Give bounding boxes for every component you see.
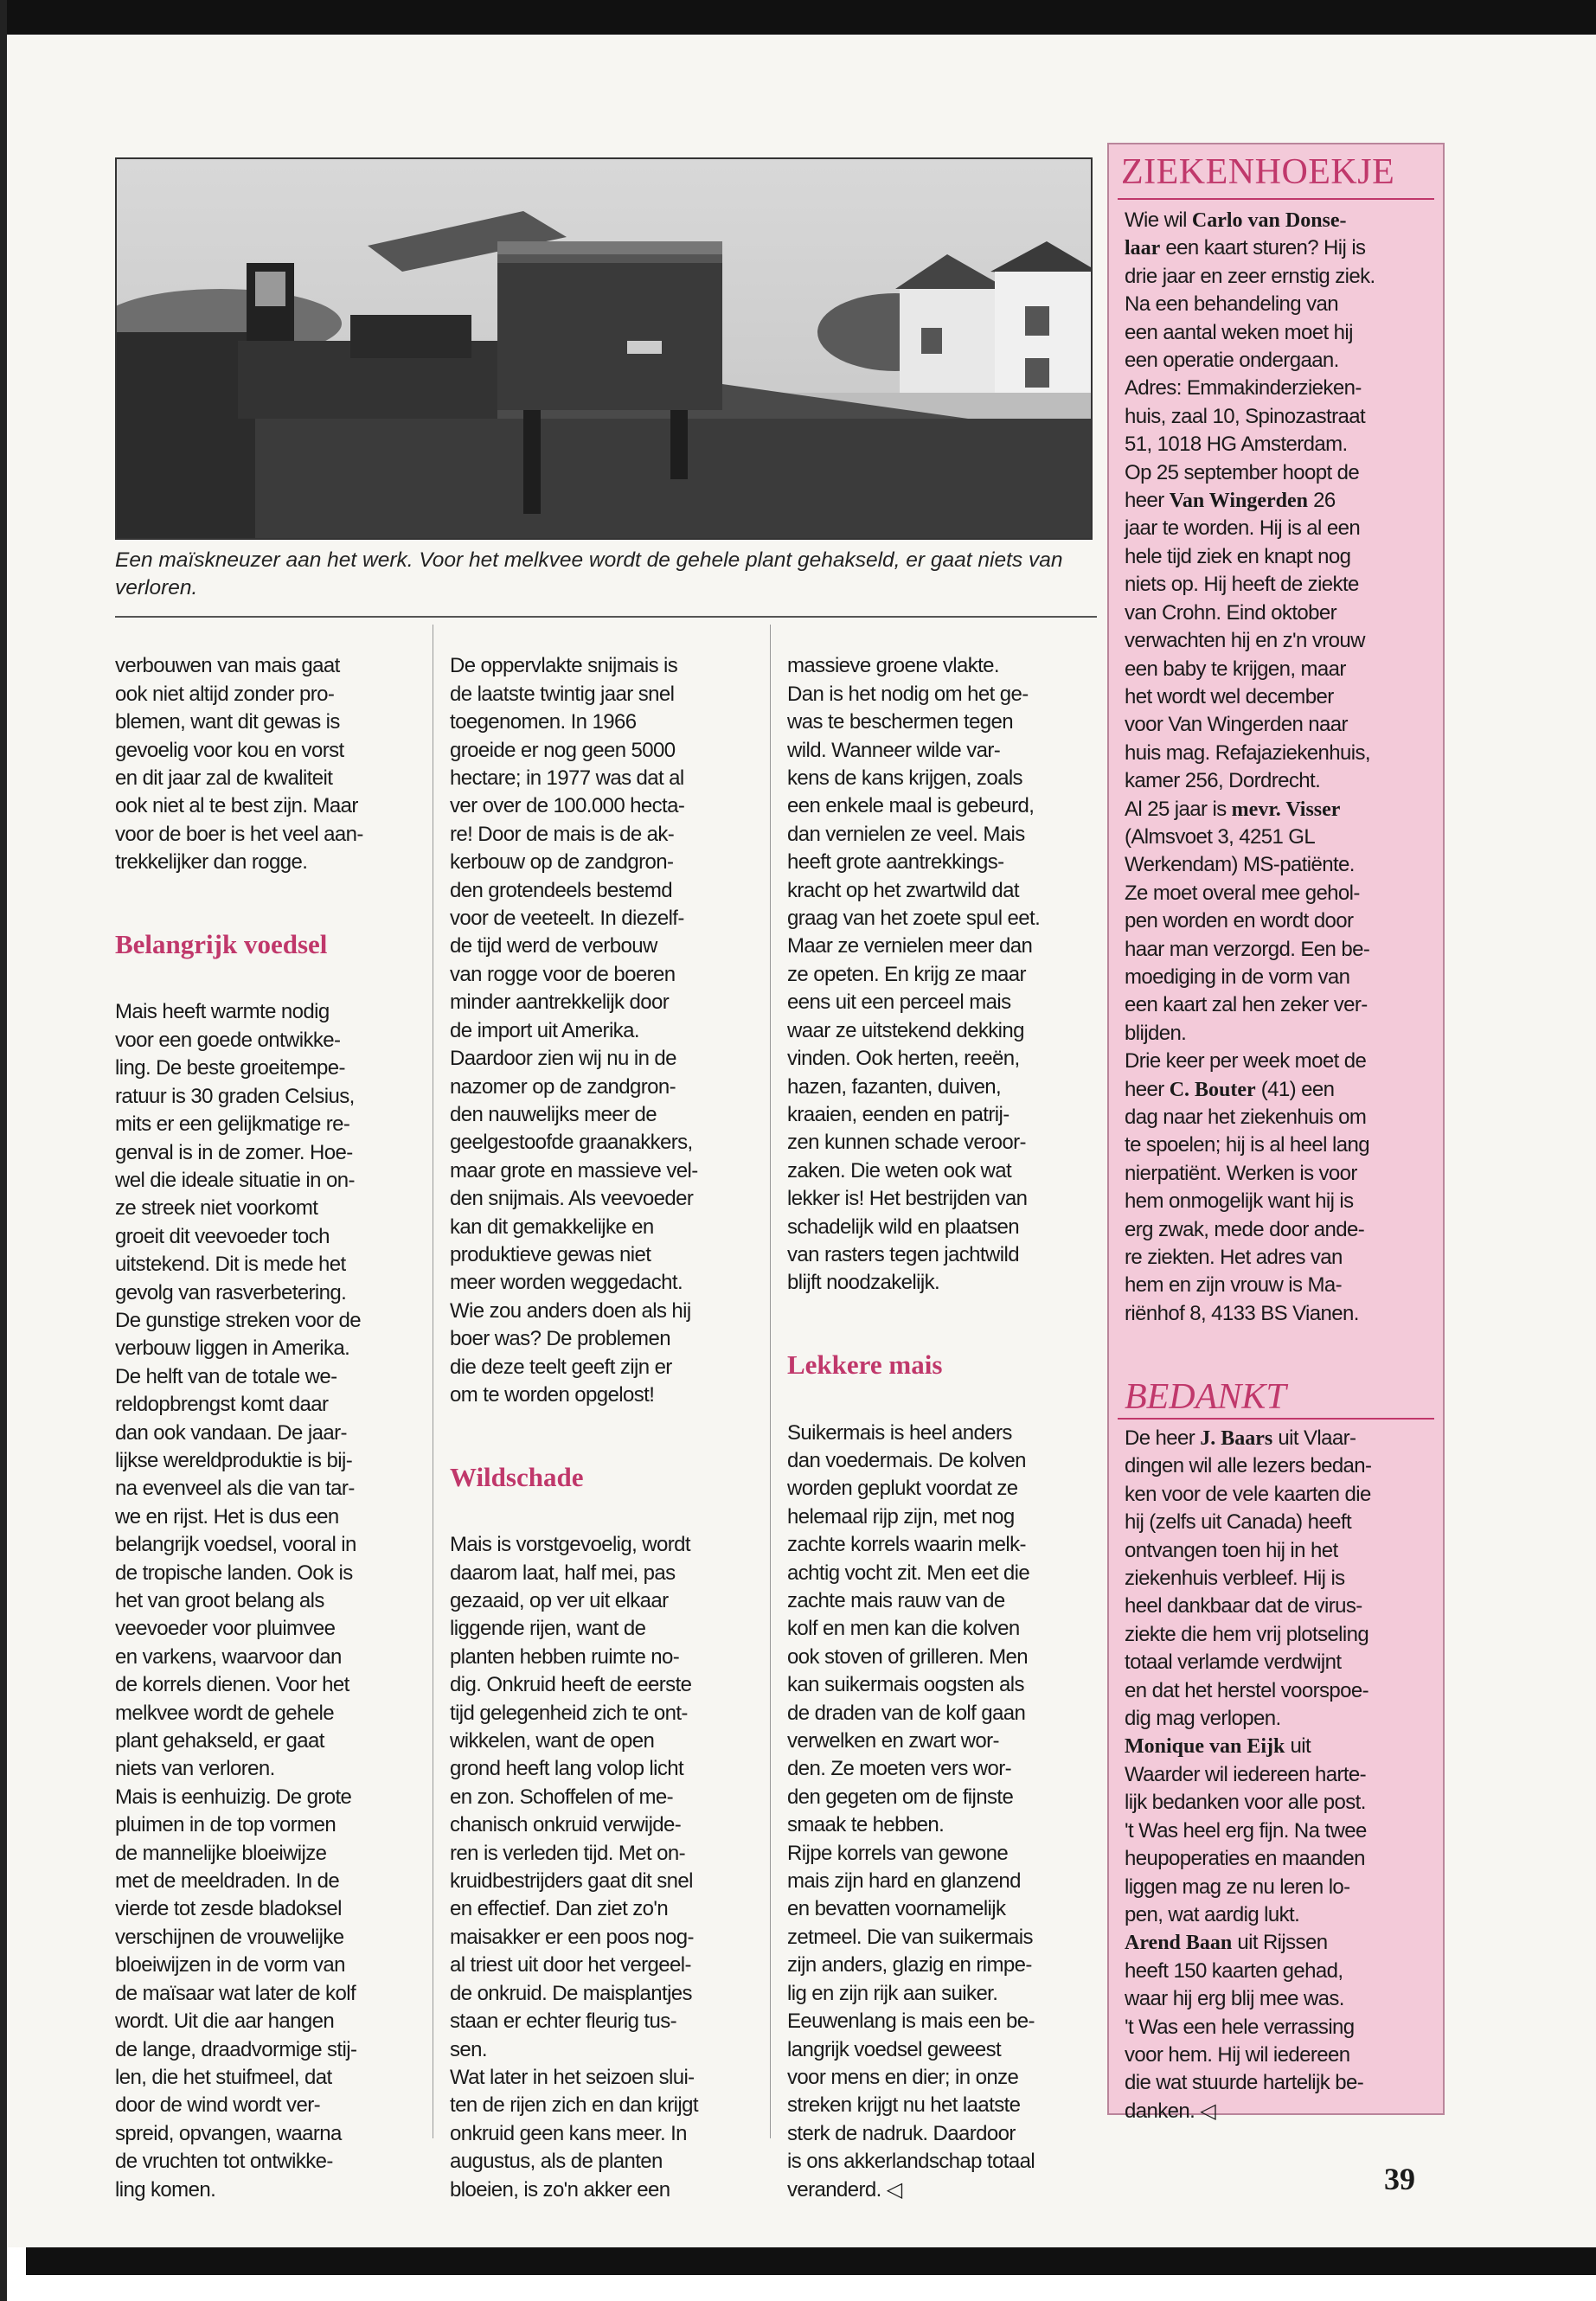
article-column-2 <box>450 625 753 2232</box>
photo-caption: Een maïskneuzer aan het werk. Voor het melkvee wordt de gehele plant gehakseld, er gaat niets van verloren. <box>115 548 1063 599</box>
sidebar-text: uit Rijssen heeft 150 kaarten gehad, waar hij erg blij mee was. 't Was een hele verrassing voor hem. Hij wil iedereen die wat stuurde hartelijk be- danken. ◁ <box>1125 1931 1364 2123</box>
person-name: Monique van Eijk <box>1125 1735 1285 1759</box>
sidebar-text: uit Vlaar- dingen wil alle lezers bedan- ken voor de vele kaarten die hij (zelfs uit Canada) heeft ontvangen toen hij in het ziekenhuis verbleef. Hij is heel dankbaar dat de virus- ziekte die hem vrij plotseling totaal verlamde verdwijnt en dat het herstel voorspoe- dig mag verlopen. <box>1125 1426 1372 1731</box>
section-heading-belangrijk-voedsel: Belangrijk voedsel <box>115 929 328 960</box>
section-heading-wildschade: Wildschade <box>450 1461 584 1492</box>
article-column-1 <box>115 625 418 2232</box>
sidebar-text: een kaart sturen? Hij is drie jaar en zeer ernstig ziek. Na een behandeling van een aantal weken moet hij een operatie ondergaan. Adres: Emmakinderzieken- huis, zaal 10, Spinozastraat 51, 1018 HG Amsterdam. Op 25 september hoopt de heer <box>1125 236 1375 513</box>
sidebar-title: ZIEKENHOEKJE <box>1121 152 1395 192</box>
paragraph: De oppervlakte snijmais is de laatste twintig jaar snel toegenomen. In 1966 groeide er nog geen 5000 hectare; in 1977 was dat al ver over de 100.000 hecta- re! Door de mais is de ak- kerbouw op de zandgron- den grotendeels bestemd voor de veeteelt. In diezelf- de tijd werd de verbouw van rogge voor de boeren minder aantrekkelijk door de import uit Amerika. Daardoor zien wij nu in de nazomer op de zandgron- den nauwelijks meer de geelgestoofde graanakkers, maar grote en massieve vel- den snijmais. Als veevoeder kan dit gemakkelijke en produktieve gewas niet meer worden weggedacht. Wie zou anders doen als hij boer was? De problemen die deze teelt geeft zijn er om te worden opgelost! <box>450 654 698 1407</box>
scan-border-top <box>0 0 1596 35</box>
harvester-illustration <box>117 159 1091 538</box>
sidebar-text: (41) een dag naar het ziekenhuis om te spoelen; hij is al heel lang nierpatiënt. Werken is voor hem onmogelijk want hij is erg zwak, mede door ande- re ziekten. Het adres van hem en zijn vrouw is Ma- riënhof 8, 4133 BS Vianen. <box>1125 1077 1369 1325</box>
bedankt-title: BEDANKT <box>1125 1377 1286 1417</box>
paragraph: Mais heeft warmte nodig voor een goede ontwikke- ling. De beste groeitempe- ratuur is 30 graden Celsius, mits er een gelijkmatige re- genval is in de zomer. Hoe- wel die ideale situatie in on- ze streek niet voorkomt groeit dit veevoeder toch uitstekend. Dit is mede het gevolg van rasverbetering. De gunstige streken voor de verbouw liggen in Amerika. De helft van de totale we- reldopbrengst komt daar dan ook vandaan. De jaar- lijkse wereldproduktie is bij- na evenveel als die van tar- we en rijst. Het is dus een belangrijk voedsel, vooral in de tropische landen. Ook is het van groot belang als veevoeder voor pluimvee en varkens, waarvoor dan de korrels dienen. Voor het melkvee wordt de gehele plant gehakseld, er gaat niets van verloren. Mais is eenhuizig. De grote pluimen in de top vormen de mannelijke bloeiwijze met de meeldraden. In de vierde tot zesde bladoksel verschijnen de vrouwelijke bloeiwijzen in de vorm van de maïsaar wat later de kolf wordt. Uit die aar hangen de lange, draadvormige stij- len, die het stuifmeel, dat door de wind wordt ver- spreid, opvangen, waarna de vruchten tot ontwikke- ling komen. <box>115 1000 361 2202</box>
paragraph: verbouwen van mais gaat ook niet altijd zonder pro- blemen, want dit gewas is gevoelig voor kou en vorst en dit jaar zal de kwaliteit ook niet al te best zijn. Maar voor de boer is het veel aan- trekkelijker dan rogge. <box>115 654 363 875</box>
person-name: C. Bouter <box>1169 1078 1256 1101</box>
person-name: Arend Baan <box>1125 1932 1233 1955</box>
paragraph: Mais is vorstgevoelig, wordt daarom laat, half mei, pas gezaaid, op ver uit elkaar liggende rijen, want de planten hebben ruimte no- dig. Onkruid heeft de eerste tijd gelegenheid zich te ont- wikkelen, want de open grond heeft lang volop licht en zon. Schoffelen of me- chanisch onkruid verwijde- ren is verleden tijd. Met on- kruidbestrijders gaat dit snel en effectief. Dan ziet zo'n maisakker er een poos nog- al triest uit door het vergeel- de onkruid. De maisplantjes staan er echter fleurig tus- sen. Wat later in het seizoen slui- ten de rijen zich en dan krijgt onkruid geen kans meer. In augustus, als de planten bloeien, is zo'n akker een <box>450 1533 698 2202</box>
paragraph: Suikermais is heel anders dan voedermais. De kolven worden geplukt voordat ze helemaal rijp zijn, met nog zachte korrels waarin melk- achtig vocht zit. Men eet die zachte mais rauw van de kolf en men kan die kolven ook stoven of grilleren. Men kan suikermais oogsten als de draden van de kolf gaan verwelken en zwart wor- den. Ze moeten vers wor- den gegeten om de fijnste smaak te hebben. Rijpe korrels van gewone mais zijn hard en glanzend en bevatten voornamelijk zetmeel. Die van suikermais zijn anders, glazig en rimpe- lig en zijn rijk aan suiker. Eeuwenlang is mais een be- langrijk voedsel geweest voor mens en dier; in onze streken krijgt nu het laatste sterk de nadruk. Daardoor is ons akkerlandschap totaal veranderd. ◁ <box>787 1420 1035 2202</box>
scan-border-left <box>0 0 7 2301</box>
paragraph: massieve groene vlakte. Dan is het nodig om het ge- was te beschermen tegen wild. Wanneer wilde var- kens de kans krijgen, zoals een enkele maal is gebeurd, dan vernielen ze veel. Mais heeft grote aantrekkings- kracht op het zwartwild dat graag van het zoete spul eet. Maar ze vernielen meer dan ze opeten. En krijg ze maar eens uit een perceel mais waar ze uitstekend dekking vinden. Ook herten, reeën, hazen, fazanten, duiven, kraaien, eenden en patrij- zen kunnen schade veroor- zaken. Die weten ook wat lekker is! Het bestrijden van schadelijk wild en plaatsen van rasters tegen jachtwild blijft noodzakelijk. <box>787 654 1041 1295</box>
sidebar-text: uit Waarder wil iedereen harte- lijk bedanken voor alle post. 't Was heel erg fijn. Na twee heupoperaties en maanden liggen mag ze nu leren lo- pen, wat aardig lukt. <box>1125 1734 1367 1926</box>
person-name: Carlo van Donse- laar <box>1125 209 1347 260</box>
page-number: 39 <box>1384 2162 1415 2196</box>
bedankt-body <box>1125 1425 1432 2125</box>
sidebar-body <box>1125 207 1432 1328</box>
sidebar-text: 26 jaar te worden. Hij is al een hele tijd ziek en knapt nog niets op. Hij heeft de ziekte van Crohn. Eind oktober verwachten hij en z'n vrouw een baby te krijgen, maar het wordt wel december voor Van Wingerden naar huis mag. Refajaziekenhuis, kamer 256, Dordrecht. Al 25 jaar is <box>1125 489 1370 821</box>
harvester-photo <box>115 157 1093 540</box>
sidebar-title-rule <box>1118 198 1434 200</box>
section-heading-lekkere-mais: Lekkere mais <box>787 1349 943 1381</box>
column-divider <box>770 625 771 2138</box>
scan-border-bottom <box>26 2247 1596 2275</box>
sidebar-text: De heer <box>1125 1426 1201 1450</box>
article-column-3 <box>787 625 1090 2232</box>
sidebar-text: (Almsvoet 3, 4251 GL Werkendam) MS-patiënte. Ze moet overal mee gehol- pen worden en wordt door haar man verzorgd. Een be- moediging in de vorm van een kaart zal hen zeker ver- blijden. Drie keer per week moet de heer <box>1125 824 1370 1101</box>
bedankt-title-rule <box>1118 1418 1434 1420</box>
ziekenhoekje-sidebar <box>1107 143 1445 2123</box>
person-name: Van Wingerden <box>1169 490 1308 513</box>
sidebar-text: Wie wil <box>1125 208 1192 232</box>
person-name: mevr. Visser <box>1231 798 1341 821</box>
person-name: J. Baars <box>1200 1427 1273 1450</box>
caption-divider <box>115 616 1097 618</box>
